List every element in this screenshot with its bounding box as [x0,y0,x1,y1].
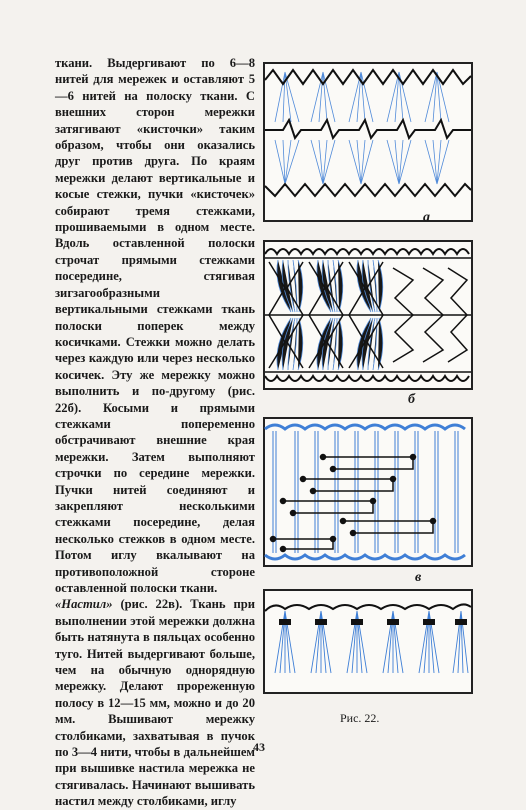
nastil-text: (рис. 22в). Ткань при выполнении этой мережки должна быть натянута в пяльцах особенно туго. Нитей выдергивают больше, чем на обычную однорядную мережку. Делают прореженную полосу в 12—15 мм, можно и до 20 мм. Вышивают мережку столбиками, захватывая в пучок по 3—4 нити, чтобы в дальнейшем при вышивке настила мережка не стягивалась. Начинают вышивать настил между столбиками, иглу [55,597,255,809]
hemstitch-drawing-a [263,62,473,222]
fringe-drawing [263,589,473,694]
nastil-paragraph [55,596,255,809]
panel-label-v: в [415,570,422,585]
hemstitch-drawing-v [263,417,473,567]
figure-panel-a [263,62,473,225]
figure-panel-fringe [263,589,473,704]
figure-panel-b [263,240,473,410]
hemstitch-drawing-b [263,240,473,390]
body-text-column [55,55,255,810]
page-number: 43 [253,740,265,754]
figure-caption: Рис. 22. [340,711,380,725]
panel-label-a: а [423,210,430,225]
panel-label-b: б [408,392,415,407]
body-paragraph: ткани. Выдергивают по 6—8 нитей для мережек и оставляют 5—6 нитей на полоску ткани. С внешних сторон мережки затягивают «кисточки» таким образом, чтобы они оказались друг против друга. По краям мережки делают вертикальные и косые стежки, пучки «кисточек» собирают тремя стежками, прошиваемыми в одном месте. Вдоль оставленной полоски строчат прямыми стежками посередине, стягивая зигзагообразными вертикальными стежками ткань полоски поперек между косичками. Стежки можно делать через каждую или через несколько косичек. Эту же мережку можно выполнить и по-другому (рис. 22б). Косыми и прямыми стежками попеременно обстрачивают внешние края мережки. Затем выполняют строчки по середине мережки. Пучки нитей соединяют и закрепляют несколькими стежками посередине, делая несколько стежков в одном месте. Потом иглу вкалывают на противоположной стороне оставленной полоски ткани. [55,56,255,595]
nastil-lead-in: «Настил» [55,597,113,612]
